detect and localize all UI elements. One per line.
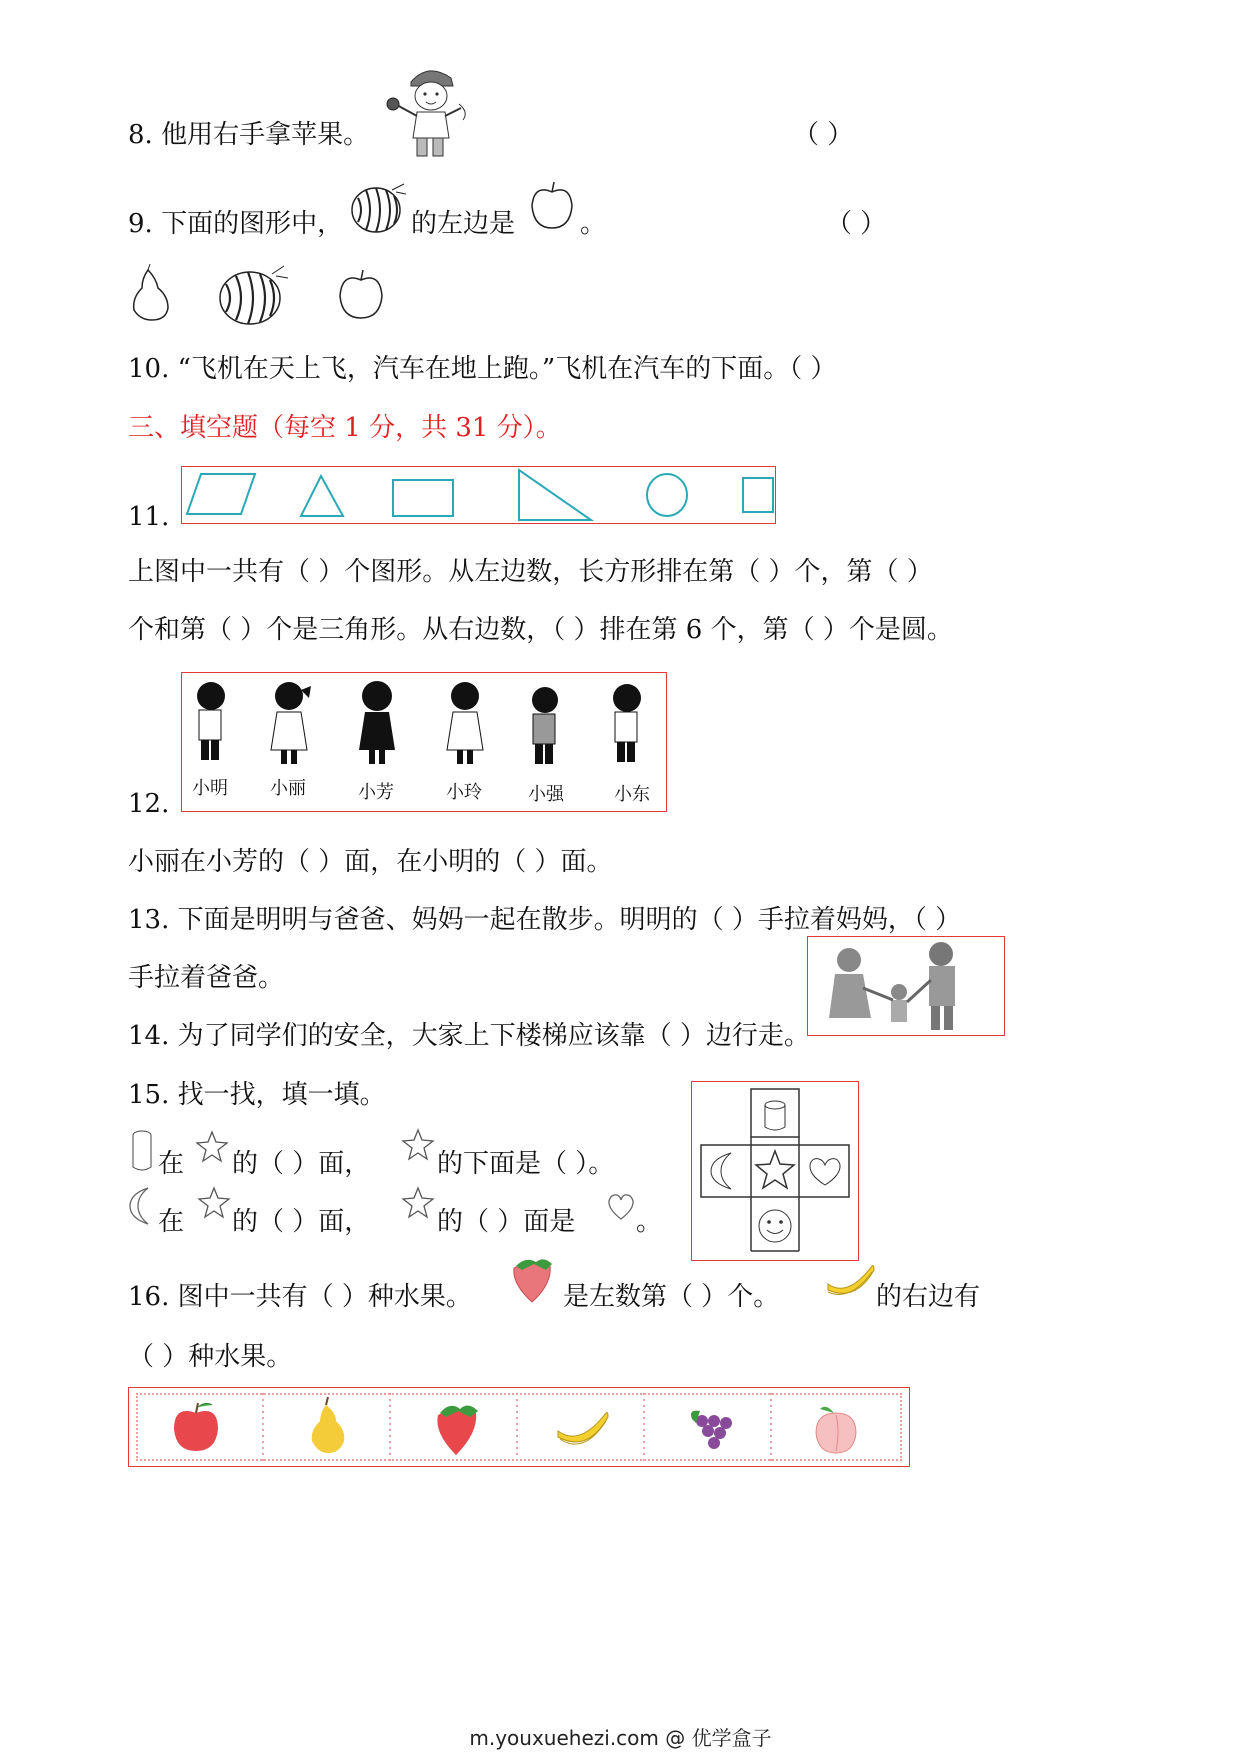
q11-shapes — [181, 466, 776, 524]
peach-fruit — [816, 1407, 856, 1453]
q15-title: 15. 找一找，填一填。 — [128, 1080, 386, 1110]
kid-name-label: 小明 — [192, 778, 228, 799]
grapes-fruit — [691, 1411, 732, 1449]
q9-prefix: 9. 下面的图形中， — [128, 209, 344, 239]
q15-r2-de: 的（ ）面， — [232, 1207, 371, 1237]
square-shape — [743, 478, 773, 512]
strawberry-fruit — [437, 1405, 478, 1455]
cube-net-diagram — [691, 1081, 859, 1261]
q16-line1a: 16. 图中一共有（ ）种水果。 — [128, 1282, 472, 1312]
kid-name-label: 小丽 — [270, 778, 306, 799]
q15-r2-end: 。 — [636, 1207, 663, 1237]
q11-line2: 个和第（ ）个是三角形。从右边数，（ ）排在第 6 个，第（ ）个是圆。 — [128, 615, 953, 645]
q14-text: 14. 为了同学们的安全，大家上下楼梯应该靠（ ）边行走。 — [128, 1021, 810, 1051]
kid-name-label: 小芳 — [358, 782, 394, 803]
q15-r2-zai: 在 — [158, 1207, 185, 1237]
cylinder-icon — [131, 1130, 153, 1172]
triangle-shape — [301, 476, 343, 516]
q11-number: 11. — [128, 502, 170, 532]
net-smiley — [759, 1210, 791, 1242]
kid-xiaodong — [613, 684, 641, 762]
q15-r1-down: 的下面是（ ）。 — [437, 1149, 615, 1179]
q15-r1-zai: 在 — [158, 1149, 185, 1179]
q16-line2: （ ）种水果。 — [128, 1342, 293, 1372]
kid-xiaoli — [271, 682, 311, 764]
star-icon — [402, 1128, 434, 1162]
q16-line1c: 的右边有 — [876, 1282, 981, 1312]
kid-xiaoqiang — [532, 687, 558, 764]
kids-lineup-illustration — [181, 672, 667, 782]
page-footer: m.youxuehezi.com @ 优学盒子 — [469, 1726, 772, 1750]
q10-text: 10. “飞机在天上飞，汽车在地上跑。”飞机在汽车的下面。（ ） — [128, 354, 837, 384]
q9-middle: 的左边是 — [411, 209, 516, 239]
apple-fruit — [174, 1403, 218, 1451]
pear-outline-icon — [128, 264, 172, 322]
parallelogram-shape — [187, 474, 255, 514]
kid-xiaofang — [359, 681, 395, 764]
heart-icon — [606, 1192, 636, 1222]
q13-line2: 手拉着爸爸。 — [128, 963, 285, 993]
apple-outline-small-icon — [336, 268, 386, 322]
q11-line1: 上图中一共有（ ）个图形。从左边数，长方形排在第（ ）个，第（ ） — [128, 557, 933, 587]
pear-fruit — [312, 1397, 345, 1453]
q12-line: 小丽在小芳的（ ）面，在小明的（ ）面。 — [128, 847, 613, 877]
watermelon-icon — [350, 180, 408, 234]
star-icon — [196, 1130, 228, 1164]
banana-fruit — [558, 1413, 608, 1445]
star-icon — [198, 1186, 230, 1220]
q16-line1b: 是左数第（ ）个。 — [563, 1282, 780, 1312]
kid-name-label: 小东 — [614, 784, 650, 805]
q8-answer-paren[interactable]: （ ） — [793, 120, 854, 150]
star-icon — [402, 1186, 434, 1220]
kid-name-label: 小强 — [528, 784, 564, 805]
q9-end: 。 — [580, 209, 607, 239]
q13-line1: 13. 下面是明明与爸爸、妈妈一起在散步。明明的（ ）手拉着妈妈，（ ） — [128, 905, 962, 935]
strawberry-icon — [506, 1254, 558, 1306]
banana-icon — [824, 1262, 876, 1302]
right-triangle-shape — [519, 470, 591, 520]
kid-name-label: 小玲 — [446, 782, 482, 803]
family-walking-illustration — [807, 936, 1005, 1036]
q9-answer-paren[interactable]: （ ） — [826, 209, 887, 239]
q15-r2-de2: 的（ ）面是 — [437, 1207, 576, 1237]
apple-outline-icon — [528, 180, 576, 232]
watermelon-large-icon — [218, 262, 290, 326]
boy-with-apple-illustration — [383, 60, 473, 160]
q15-r1-de: 的（ ）面， — [232, 1149, 371, 1179]
q8-text: 8. 他用右手拿苹果。 — [128, 120, 370, 150]
q12-number: 12. — [128, 789, 170, 819]
kid-xiaoming — [197, 682, 225, 760]
section3-title: 三、填空题（每空 1 分，共 31 分）。 — [128, 413, 562, 443]
kid-xiaoling — [447, 682, 483, 764]
circle-shape — [647, 474, 687, 516]
rectangle-shape — [393, 480, 453, 516]
q16-fruits — [136, 1393, 902, 1461]
crescent-moon-icon — [128, 1186, 156, 1226]
